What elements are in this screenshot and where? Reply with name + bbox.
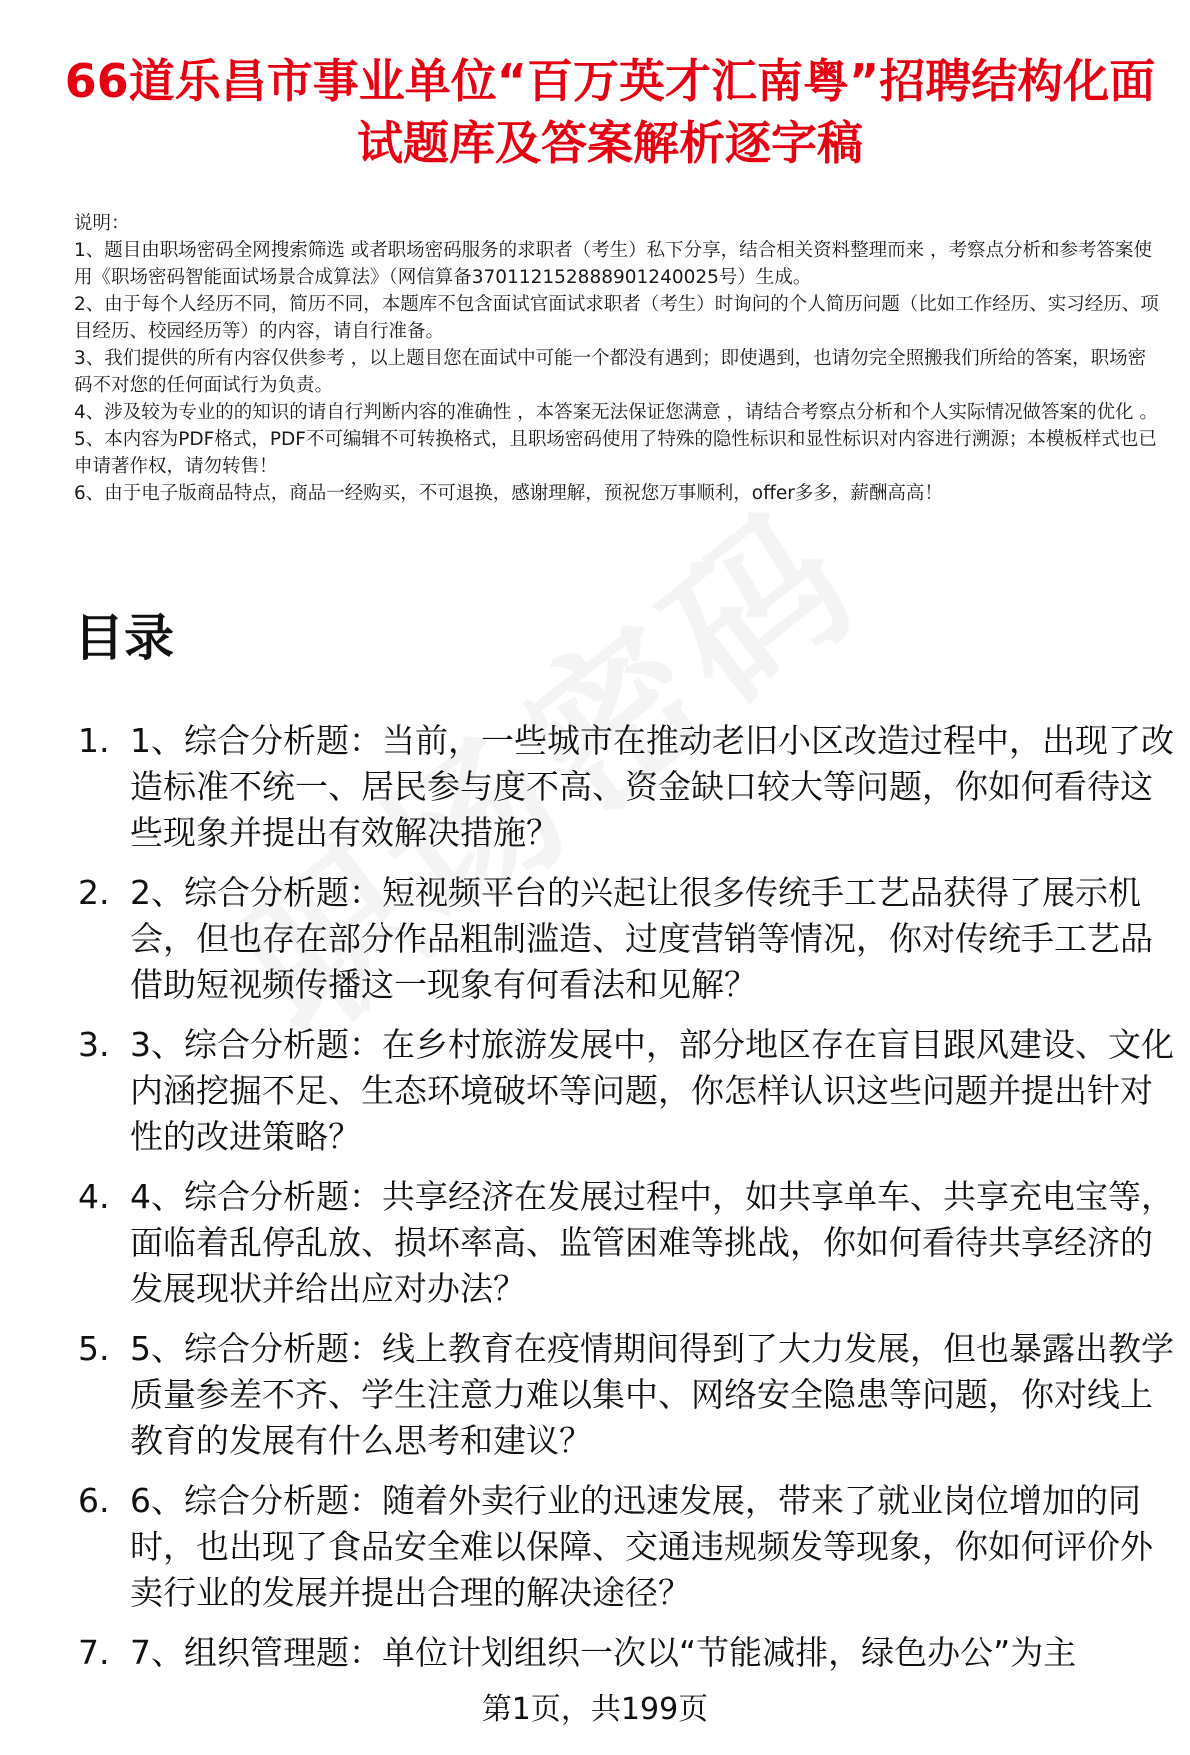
toc-item-number: 1. xyxy=(78,721,110,760)
toc-item[interactable] xyxy=(74,718,1174,856)
toc-item[interactable] xyxy=(74,1630,1174,1676)
toc-item-text: 4、综合分析题：共享经济在发展过程中，如共享单车、共享充电宝等，面临着乱停乱放、损坏率高、监管困难等挑战，你如何看待共享经济的发展现状并给出应对办法？ xyxy=(130,1177,1174,1308)
toc-item-text: 1、综合分析题：当前，一些城市在推动老旧小区改造过程中，出现了改造标准不统一、居民参与度不高、资金缺口较大等问题，你如何看待这些现象并提出有效解决措施？ xyxy=(130,721,1174,852)
toc-item[interactable] xyxy=(74,1174,1174,1312)
note-item: 6、由于电子版商品特点，商品一经购买，不可退换，感谢理解，预祝您万事顺利，offer多多，薪酬高高！ xyxy=(74,483,943,504)
toc-item[interactable] xyxy=(74,1478,1174,1616)
note-item: 5、本内容为PDF格式，PDF不可编辑不可转换格式，且职场密码使用了特殊的隐性标识和显性标识对内容进行溯源；本模板样式也已申请著作权，请勿转售！ xyxy=(74,429,1157,477)
notes-section xyxy=(74,210,1164,507)
toc-item[interactable] xyxy=(74,870,1174,1008)
document-title: 66道乐昌市事业单位“百万英才汇南粤”招聘结构化面试题库及答案解析逐字稿 xyxy=(64,54,1156,170)
toc-item-number: 4. xyxy=(78,1177,110,1216)
toc-item-text: 2、综合分析题：短视频平台的兴起让很多传统手工艺品获得了展示机会，但也存在部分作品粗制滥造、过度营销等情况，你对传统手工艺品借助短视频传播这一现象有何看法和见解？ xyxy=(130,873,1153,1004)
toc-item-number: 5. xyxy=(78,1329,110,1368)
toc-item-number: 6. xyxy=(78,1481,110,1520)
notes-heading: 说明： xyxy=(74,213,130,234)
note-item: 4、涉及较为专业的的知识的请自行判断内容的准确性 ，本答案无法保证您满意 ，请结合考察点分析和个人实际情况做答案的优化 。 xyxy=(74,402,1158,423)
toc-item-number: 2. xyxy=(78,873,110,912)
toc-item-text: 3、综合分析题：在乡村旅游发展中，部分地区存在盲目跟风建设、文化内涵挖掘不足、生态环境破坏等问题，你怎样认识这些问题并提出针对性的改进策略？ xyxy=(130,1025,1174,1156)
toc-item-text: 5、综合分析题：线上教育在疫情期间得到了大力发展，但也暴露出教学质量参差不齐、学生注意力难以集中、网络安全隐患等问题，你对线上教育的发展有什么思考和建议？ xyxy=(130,1329,1174,1460)
note-item: 2、由于每个人经历不同，简历不同，本题库不包含面试官面试求职者（考生）时询问的个人简历问题（比如工作经历、实习经历、项目经历、校园经历等）的内容，请自行准备。 xyxy=(74,294,1159,342)
toc-heading: 目录 xyxy=(74,609,174,667)
note-item: 1、题目由职场密码全网搜索筛选 或者职场密码服务的求职者（考生）私下分享，结合相关资料整理而来 ，考察点分析和参考答案使用《职场密码智能面试场景合成算法》（网信算备370112152888901240025号）生成。 xyxy=(74,240,1153,288)
note-item: 3、我们提供的所有内容仅供参考 ，以上题目您在面试中可能一个都没有遇到；即使遇到，也请勿完全照搬我们所给的答案，职场密码不对您的任何面试行为负责。 xyxy=(74,348,1147,396)
toc-item[interactable] xyxy=(74,1022,1174,1160)
toc-item-number: 7. xyxy=(78,1633,110,1672)
toc-item-text: 6、综合分析题：随着外卖行业的迅速发展，带来了就业岗位增加的同时，也出现了食品安全难以保障、交通违规频发等现象，你如何评价外卖行业的发展并提出合理的解决途径？ xyxy=(130,1481,1153,1612)
toc-item-text: 7、组织管理题：单位计划组织一次以“节能减排，绿色办公”为主 xyxy=(130,1633,1077,1672)
toc-item-number: 3. xyxy=(78,1025,110,1064)
page-footer: 第1页，共199页 xyxy=(481,1692,709,1727)
toc-item[interactable] xyxy=(74,1326,1174,1464)
toc-list xyxy=(74,718,1174,1690)
